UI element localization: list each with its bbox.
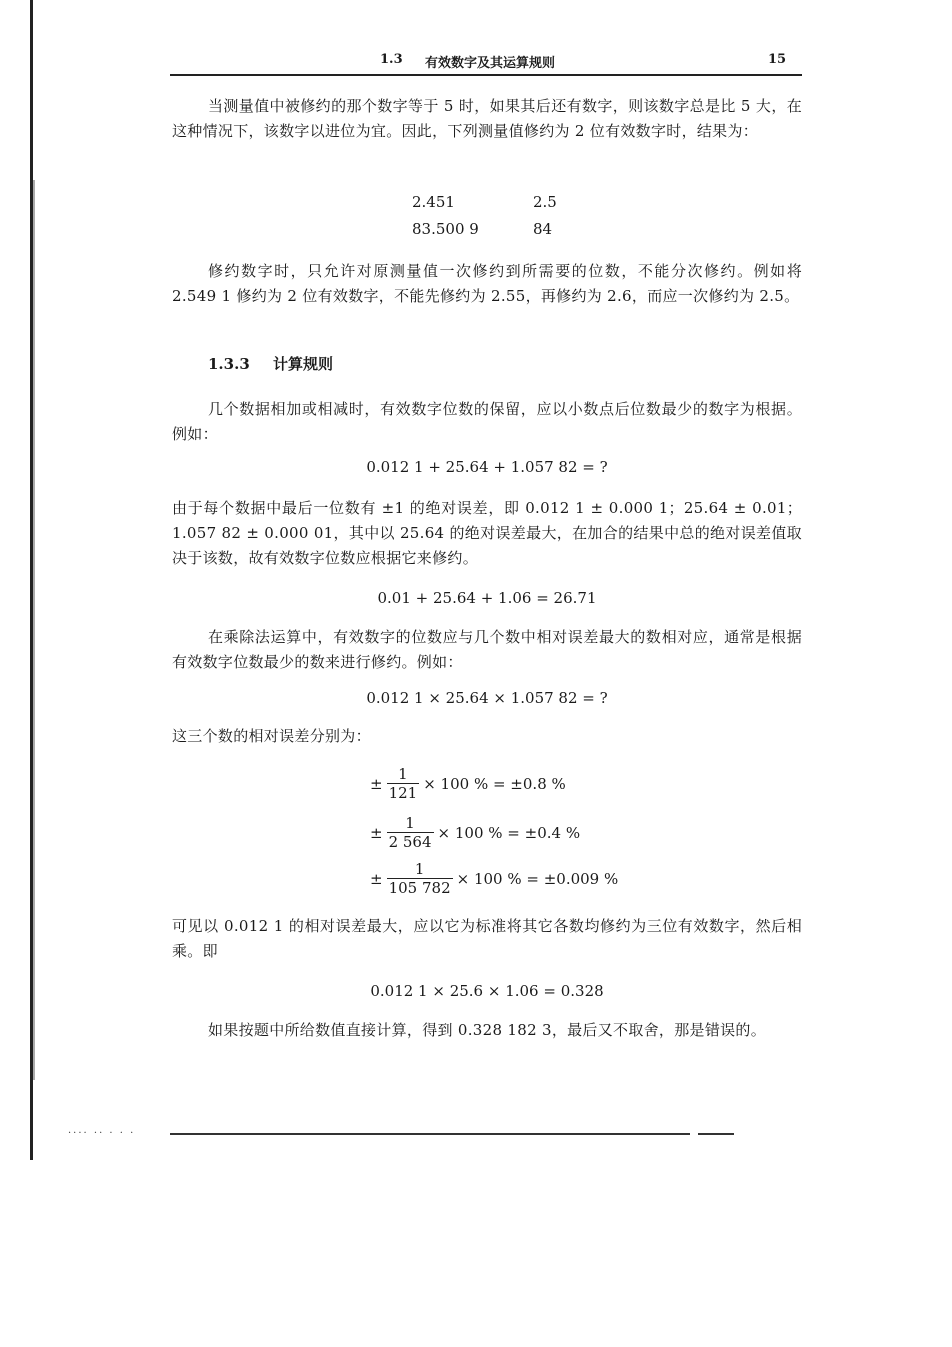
equation-addition-result: 0.01 + 25.64 + 1.06 = 26.71 (377, 589, 597, 607)
footer-rule-segment (698, 1133, 734, 1135)
rounding-original-2: 83.500 9 (412, 220, 479, 238)
plus-minus-sign: ± (370, 823, 383, 842)
paragraph-absolute-error: 由于每个数据中最后一位数有 ±1 的绝对误差，即 0.012 1 ± 0.000 1；25.64 ± 0.01；1.057 82 ± 0.000 01，其中以 25.64 的绝对误差最大，在加合的结果中总的绝对误差值取决于该数，故有效数字位数应根据它来修约。 (172, 499, 802, 567)
footer-rule (170, 1133, 690, 1135)
subsection-number: 1.3.3 (208, 355, 250, 373)
header-section-title: 有效数字及其运算规则 (425, 56, 556, 71)
subsection-heading (208, 353, 333, 374)
plus-minus-sign: ± (370, 869, 383, 888)
page-number: 15 (768, 52, 787, 67)
relative-error-value: × 100 % = ±0.4 % (437, 823, 581, 842)
scan-artifact-dots: ···· ·· · · · (68, 1128, 136, 1139)
rounding-result-1: 2.5 (533, 193, 557, 211)
fraction (387, 814, 434, 851)
paragraph-largest-relative-error: 可见以 0.012 1 的相对误差最大，应以它为标准将其它各数均修约为三位有效数字，然后相乘。即 (172, 917, 802, 960)
equation-multiplication-question: 0.012 1 × 25.64 × 1.057 82 = ? (366, 689, 608, 707)
relative-error-value: × 100 % = ±0.009 % (456, 869, 619, 888)
relative-error-2 (370, 814, 580, 851)
relative-error-3 (370, 860, 618, 897)
relative-error-1 (370, 765, 566, 802)
paragraph-single-rounding: 修约数字时，只允许对原测量值一次修约到所需要的位数，不能分次修约。例如将 2.549 1 修约为 2 位有效数字，不能先修约为 2.55，再修约为 2.6，而应一次修约为 2.5。 (172, 262, 802, 305)
fraction-numerator: 1 (398, 765, 408, 783)
rounding-result-2: 84 (533, 220, 553, 238)
fraction-denominator: 105 782 (388, 879, 451, 897)
header-rule (170, 74, 802, 76)
rounding-original-1: 2.451 (412, 193, 455, 211)
equation-multiplication-result: 0.012 1 × 25.6 × 1.06 = 0.328 (370, 982, 604, 1000)
fraction-numerator: 1 (405, 814, 415, 832)
fraction-denominator: 2 564 (388, 833, 432, 851)
paragraph-direct-calculation-error: 如果按题中所给数值直接计算，得到 0.328 182 3，最后又不取舍，那是错误的。 (208, 1021, 767, 1039)
relative-error-value: × 100 % = ±0.8 % (423, 774, 566, 793)
paragraph-addition-rule: 几个数据相加或相减时，有效数字位数的保留，应以小数点后位数最少的数字为根据。例如： (172, 400, 802, 443)
fraction-numerator: 1 (414, 860, 425, 878)
plus-minus-sign: ± (370, 774, 383, 793)
paragraph-multiplication-rule: 在乘除法运算中，有效数字的位数应与几个数中相对误差最大的数相对应，通常是根据有效数字位数最少的数来进行修约。例如： (172, 628, 802, 671)
paragraph-rounding-five: 当测量值中被修约的那个数字等于 5 时，如果其后还有数字，则该数字总是比 5 大，在这种情况下，该数字以进位为宜。因此，下列测量值修约为 2 位有效数字时，结果为： (172, 97, 802, 140)
running-header (170, 50, 802, 72)
header-section-number: 1.3 (380, 52, 403, 67)
fraction-denominator: 121 (388, 784, 418, 802)
fraction (387, 860, 453, 897)
page-binding-shadow (33, 180, 35, 1080)
fraction (387, 765, 420, 802)
equation-addition-question: 0.012 1 + 25.64 + 1.057 82 = ? (366, 458, 608, 476)
paragraph-relative-errors-intro: 这三个数的相对误差分别为： (172, 727, 371, 745)
subsection-title: 计算规则 (273, 355, 334, 373)
